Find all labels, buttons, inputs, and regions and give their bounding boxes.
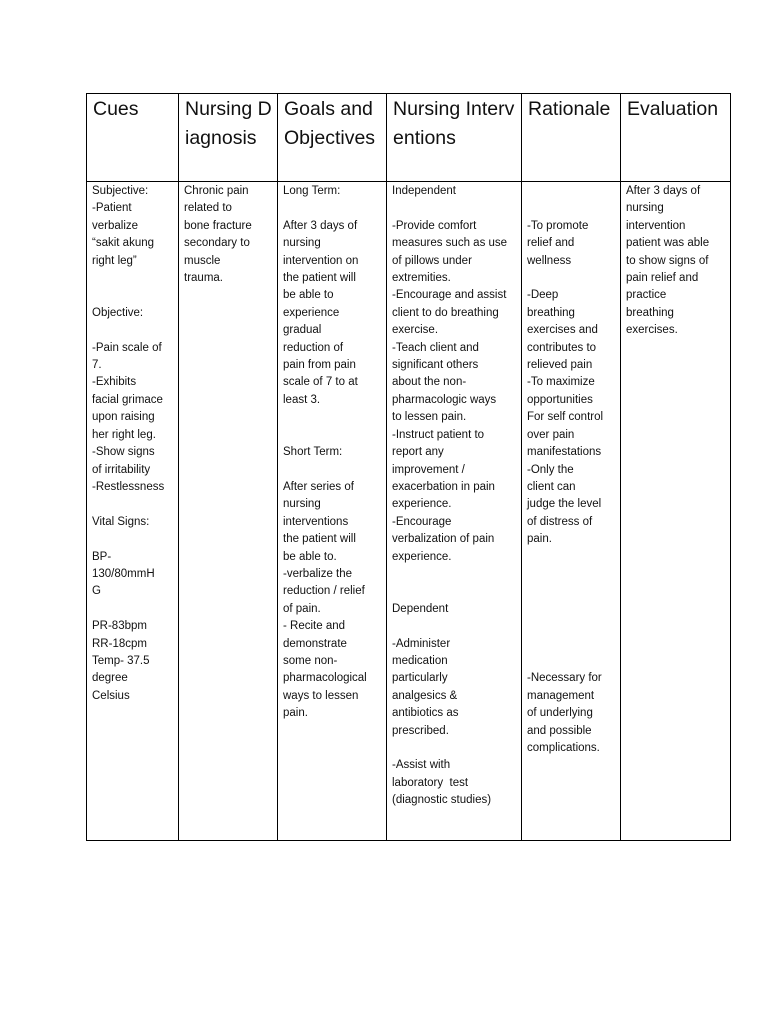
- body-row: [87, 182, 731, 841]
- interventions-text: Independent -Provide comfort measures such as use of pillows under extremities. -Encourage and assist client to do breathing exercise. -Teach client and significant others about the non- pharmacologic ways to lessen pain. -Instruct patient to report any improvement / exacerbation in pain experience. -Encourage verbalization of pain experience. Dependent -Administer medication particularly analgesics & antibiotics as prescribed. -Assist with laboratory test (diagnostic studies): [392, 185, 508, 807]
- cell-nursing-diagnosis: [179, 182, 278, 841]
- header-goals-and-objectives: Goals and Objectives: [278, 94, 387, 182]
- goals-text: Long Term: After 3 days of nursing intervention on the patient will be able to experience gradual reduction of pain from pain scale of 7 to at least 3. Short Term: After series of nursing interventions the patient will be able to. -verbalize the reduction / relief of pain. - Recite and demonstrate some non- pharmacological ways to lessen pain.: [283, 185, 367, 720]
- nursing-care-plan-table: [86, 93, 731, 841]
- header-evaluation: Evaluation: [621, 94, 731, 182]
- cell-rationale: [522, 182, 621, 841]
- cell-nursing-interventions: [387, 182, 522, 841]
- diagnosis-text: Chronic pain related to bone fracture secondary to muscle trauma.: [184, 185, 252, 285]
- header-rationale: Rationale: [522, 94, 621, 182]
- header-cues: Cues: [87, 94, 179, 182]
- header-row: [87, 94, 731, 182]
- cell-cues: [87, 182, 179, 841]
- header-nursing-interventions: Nursing Interventions: [387, 94, 522, 182]
- header-nursing-diagnosis: Nursing Diagnosis: [179, 94, 278, 182]
- rationale-text: -To promote relief and wellness -Deep breathing exercises and contributes to relieved pain -To maximize opportunities For self control over pain manifestations -Only the client can judge the level of distress of pain. -Necessary for management of underlying and possible complications.: [527, 219, 604, 754]
- cues-text: Subjective: -Patient verbalize “sakit akung right leg” Objective: -Pain scale of 7. -Exhibits facial grimace upon raising her right leg. -Show signs of irritability -Restlessness Vital Signs: BP- 130/80mmH G PR-83bpm RR-18cpm Temp- 37.5 degree Celsius: [92, 185, 165, 702]
- cell-evaluation: [621, 182, 731, 841]
- evaluation-text: After 3 days of nursing intervention patient was able to show signs of pain relief and practice breathing exercises.: [626, 185, 710, 337]
- cell-goals-and-objectives: [278, 182, 387, 841]
